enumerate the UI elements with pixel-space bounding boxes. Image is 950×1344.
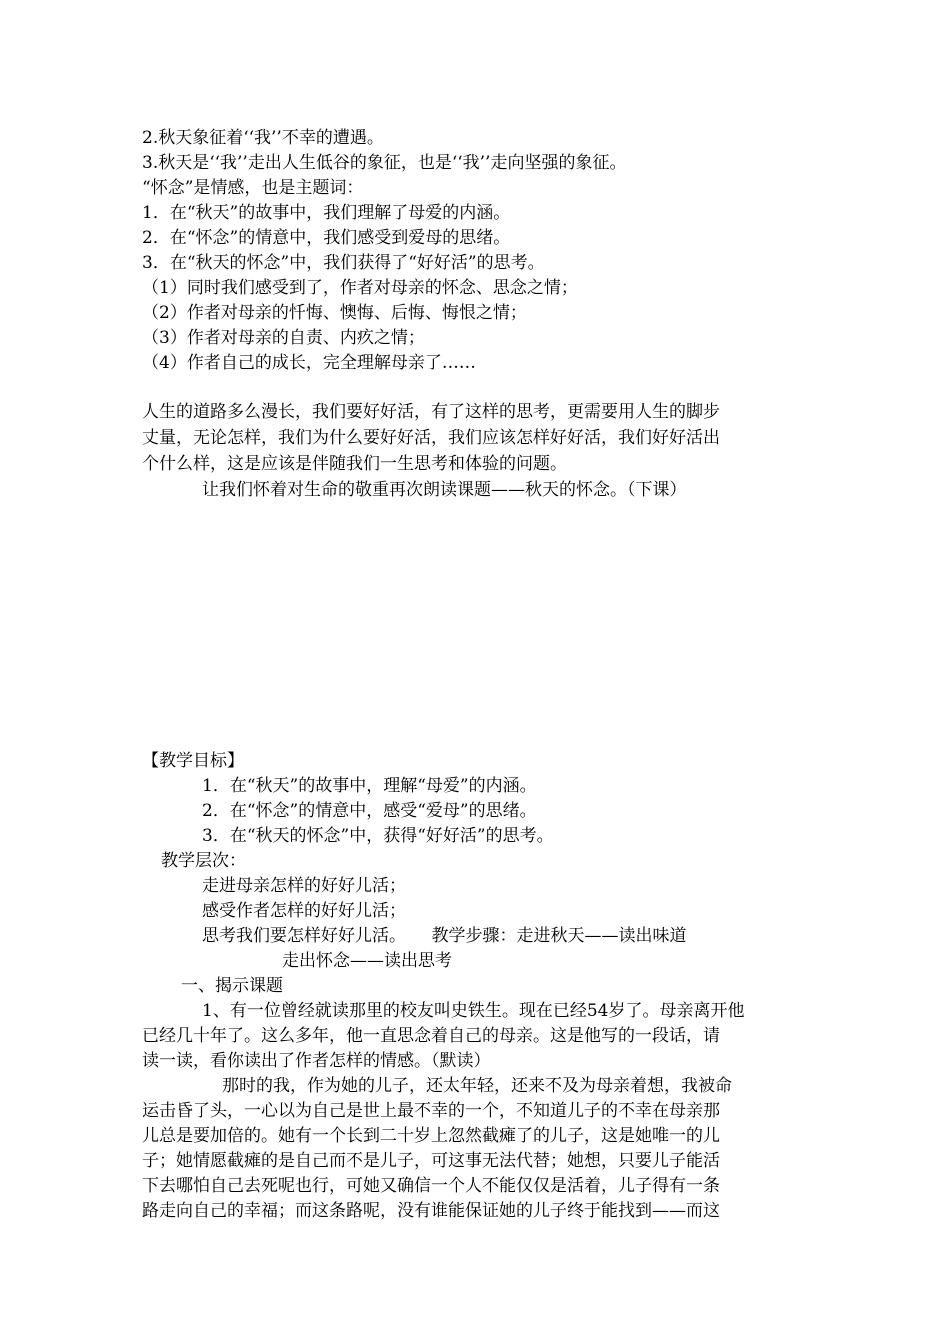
text-line: （3）作者对母亲的自责、内疚之情； xyxy=(142,328,425,348)
text-line: （2）作者对母亲的忏悔、懊悔、后悔、悔恨之情； xyxy=(142,303,527,323)
text-line: 1．在“秋天”的故事中，我们理解了母爱的内涵。 xyxy=(142,203,511,223)
text-line: 让我们怀着对生命的敬重再次朗读课题——秋天的怀念。（下课） xyxy=(202,480,687,500)
text-line: “怀念”是情感，也是主题词： xyxy=(142,178,364,198)
levels-label: 教学层次： xyxy=(161,851,246,871)
level-item: 走进母亲怎样的好好儿活； xyxy=(202,876,406,896)
text-line: 儿总是要加倍的。她有一个长到二十岁上忽然截瘫了的儿子，这是她唯一的儿 xyxy=(142,1126,720,1146)
section-heading: 【教学目标】 xyxy=(142,751,244,771)
level-item: 思考我们要怎样好好儿活。 教学步骤：走进秋天——读出味道 xyxy=(202,926,687,946)
text-line: 读一读，看你读出了作者怎样的情感。（默读） xyxy=(142,1051,491,1071)
text-line: 1、有一位曾经就读那里的校友叫史铁生。现在已经54岁了。母亲离开他 xyxy=(202,1001,745,1021)
text-line: 路走向自己的幸福；而这条路呢，没有谁能保证她的儿子终于能找到——而这 xyxy=(142,1201,720,1221)
part-title: 一、揭示课题 xyxy=(181,976,283,996)
text-line: 人生的道路多么漫长，我们要好好活，有了这样的思考，更需要用人生的脚步 xyxy=(142,402,720,422)
text-line: 已经几十年了。这么多年，他一直思念着自己的母亲。这是他写的一段话，请 xyxy=(142,1026,720,1046)
goal-item: 2．在“怀念”的情意中，感受“爱母”的思绪。 xyxy=(202,801,537,821)
text-line: 3．在“秋天的怀念”中，我们获得了“好好活”的思考。 xyxy=(142,253,545,273)
step-item: 走出怀念——读出思考 xyxy=(282,951,452,971)
goal-item: 3．在“秋天的怀念”中，获得“好好活”的思考。 xyxy=(202,826,554,846)
level-item: 感受作者怎样的好好儿活； xyxy=(202,901,406,921)
text-line: 丈量，无论怎样，我们为什么要好好活，我们应该怎样好好活，我们好好活出 xyxy=(142,428,720,448)
text-line: （4）作者自己的成长，完全理解母亲了…… xyxy=(142,353,476,373)
text-line: 2．在“怀念”的情意中，我们感受到爱母的思绪。 xyxy=(142,228,511,248)
text-line: 运击昏了头，一心以为自己是世上最不幸的一个，不知道儿子的不幸在母亲那 xyxy=(142,1101,720,1121)
text-line: 子；她情愿截瘫的是自己而不是儿子，可这事无法代替；她想，只要儿子能活 xyxy=(142,1151,720,1171)
text-line: 下去哪怕自己去死呢也行，可她又确信一个人不能仅仅是活着，儿子得有一条 xyxy=(142,1176,720,1196)
text-line: （1）同时我们感受到了，作者对母亲的怀念、思念之情； xyxy=(142,278,578,298)
text-line: 个什么样，这是应该是伴随我们一生思考和体验的问题。 xyxy=(142,454,567,474)
text-line: 2.秋天象征着‘‘我’’不幸的遭遇。 xyxy=(142,128,384,148)
text-line: 3.秋天是‘‘我’’走出人生低谷的象征，也是‘‘我’’走向坚强的象征。 xyxy=(142,153,627,173)
goal-item: 1．在“秋天”的故事中，理解“母爱”的内涵。 xyxy=(202,776,537,796)
text-line: 那时的我，作为她的儿子，还太年轻，还来不及为母亲着想，我被命 xyxy=(222,1076,732,1096)
